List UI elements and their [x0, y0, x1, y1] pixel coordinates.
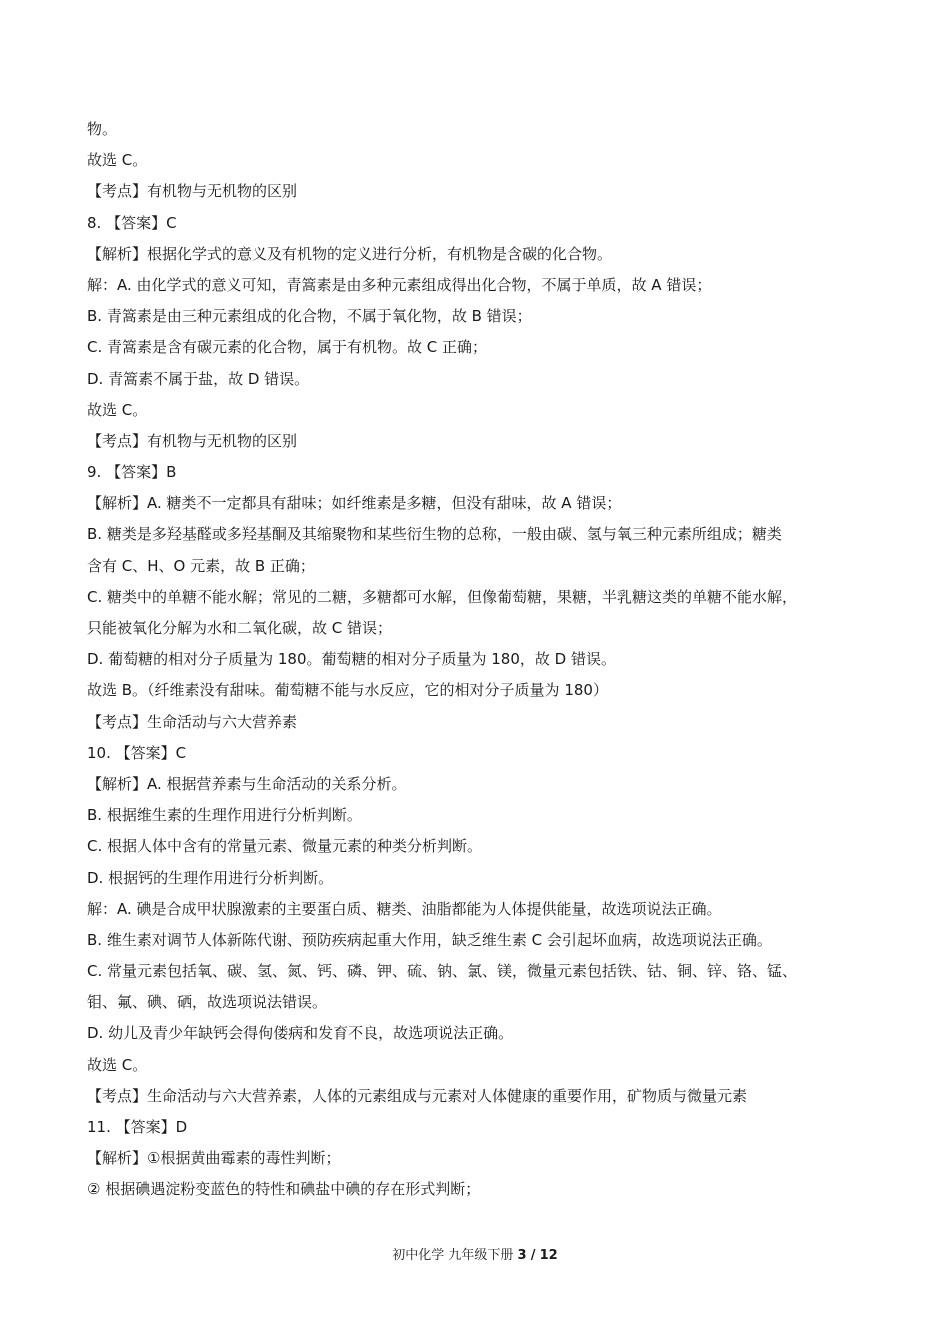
text-line: C. 根据人体中含有的常量元素、微量元素的种类分析判断。 [87, 837, 483, 856]
text-line: 8. 【答案】C [87, 213, 177, 232]
text-line: B. 糖类是多羟基醛或多羟基酮及其缩聚物和某些衍生物的总称，一般由碳、氢与氧三种元素所组成；糖类 [87, 525, 782, 544]
text-line: 解：A. 由化学式的意义可知，青篙素是由多种元素组成得出化合物，不属于单质，故 A 错误； [87, 275, 712, 294]
text-line: 【考点】有机物与无机物的区别 [87, 431, 298, 450]
text-line: D. 幼儿及青少年缺钙会得佝偻病和发育不良，故选项说法正确。 [87, 1024, 514, 1043]
text-line: 【解析】A. 根据营养素与生命活动的关系分析。 [87, 774, 407, 793]
text-line: 物。 [87, 120, 118, 138]
text-line: 【解析】根据化学式的意义及有机物的定义进行分析，有机物是含碳的化合物。 [87, 244, 613, 263]
page-total: 12 [539, 1248, 558, 1263]
text-line: D. 根据钙的生理作用进行分析判断。 [87, 868, 334, 887]
text-line: C. 糖类中的单糖不能水解；常见的二糖，多糖都可水解，但像葡萄糖，果糖，半乳糖这类的单糖不能水解， [87, 587, 798, 606]
text-line: C. 青篙素是含有碳元素的化合物，属于有机物。故 C 正确； [87, 338, 488, 357]
text-line: C. 常量元素包括氧、碳、氢、氮、钙、磷、钾、硫、钠、氯、镁，微量元素包括铁、钴、铜、锌、铬、锰、 [87, 962, 798, 981]
footer-label: 初中化学 九年级下册 [392, 1248, 514, 1263]
text-line: 含有 C、H、O 元素，故 B 正确； [87, 556, 315, 575]
text-line: D. 青篙素不属于盐，故 D 错误。 [87, 369, 310, 388]
page-separator: / [530, 1248, 536, 1263]
text-line: B. 青篙素是由三种元素组成的化合物，不属于氧化物，故 B 错误； [87, 307, 532, 326]
text-line: 【考点】生命活动与六大营养素，人体的元素组成与元素对人体健康的重要作用，矿物质与微量元素 [87, 1086, 748, 1105]
document-body [87, 114, 872, 1206]
text-line: 9. 【答案】B [87, 463, 177, 482]
text-line: 10. 【答案】C [87, 743, 187, 762]
text-line: 11. 【答案】D [87, 1118, 188, 1136]
text-line: D. 葡萄糖的相对分子质量为 180。葡萄糖的相对分子质量为 180，故 D 错误。 [87, 650, 616, 669]
text-line: 【考点】有机物与无机物的区别 [87, 182, 298, 201]
text-line: 故选 C。 [87, 151, 148, 170]
text-line: 解：A. 碘是合成甲状腺激素的主要蛋白质、糖类、油脂都能为人体提供能量，故选项说法正确。 [87, 899, 722, 918]
text-line: 故选 C。 [87, 400, 148, 419]
text-line: 故选 C。 [87, 1055, 148, 1074]
text-line: 故选 B。（纤维素没有甜味。葡萄糖不能与水反应，它的相对分子质量为 180） [87, 681, 608, 700]
text-line: B. 根据维生素的生理作用进行分析判断。 [87, 806, 362, 825]
text-line: 【考点】生命活动与六大营养素 [87, 712, 298, 731]
page-footer [0, 1244, 950, 1263]
text-line: 【解析】①根据黄曲霉素的毒性判断； [87, 1149, 341, 1168]
text-line: 【解析】A. 糖类不一定都具有甜味；如纤维素是多糖，但没有甜味，故 A 错误； [87, 494, 622, 513]
text-line: ② 根据碘遇淀粉变蓝色的特性和碘盐中碘的存在形式判断； [87, 1180, 481, 1199]
text-line: 钼、氟、碘、硒，故选项说法错误。 [87, 993, 328, 1012]
text-line: B. 维生素对调节人体新陈代谢、预防疾病起重大作用，缺乏维生素 C 会引起坏血病，故选项说法正确。 [87, 930, 772, 949]
page-number: 3 [517, 1248, 527, 1263]
text-line: 只能被氧化分解为水和二氧化碳，故 C 错误； [87, 619, 393, 637]
